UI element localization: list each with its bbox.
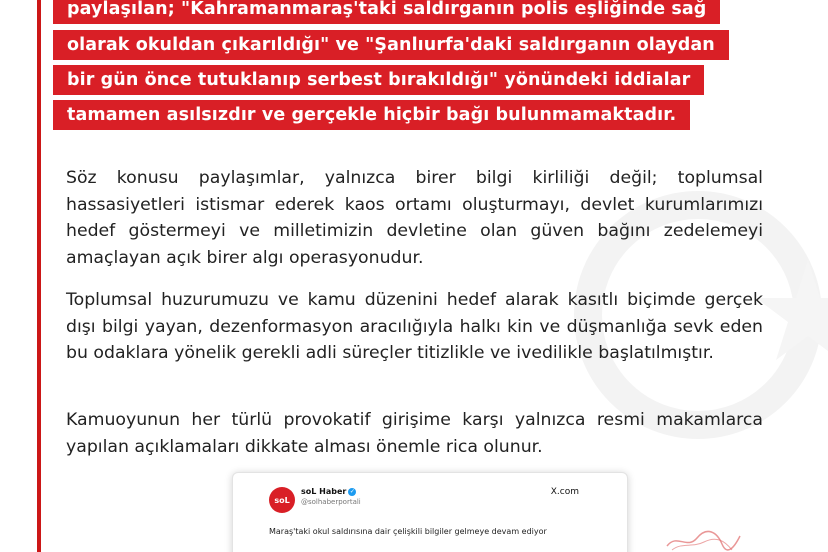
avatar: soL — [269, 487, 295, 513]
banner-line-2: olarak okuldan çıkarıldığı" ve "Şanlıurfa'daki saldırganın olaydan — [53, 30, 729, 60]
tweet-account-name — [301, 487, 356, 496]
banner-line-1: paylaşılan; "Kahramanmaraş'taki saldırganın polis eşliğinde sağ — [53, 0, 720, 24]
tweet-text: Maraş'taki okul saldırısına dair çelişkili bilgiler gelmeye devam ediyor — [269, 527, 547, 536]
x-logo-icon: X.com — [550, 487, 579, 497]
paragraph-legal-action: Toplumsal huzurumuzu ve kamu düzenini hedef alarak kasıtlı biçimde gerçek dışı bilgi yayan, dezenformasyon aracılığıyla halkı kin ve düşmanlığa sevk eden bu odaklara yönelik gerekli adli süreçler titizlikle ve ivedilikle başlatılmıştır. — [66, 290, 763, 363]
banner-line-3: bir gün önce tutuklanıp serbest bırakıldığı" yönündeki iddialar — [53, 65, 704, 95]
left-accent-rule — [37, 0, 41, 552]
signature-stamp-icon — [662, 528, 742, 552]
paragraph-disinformation: Söz konusu paylaşımlar, yalnızca birer bilgi kirliliği değil; toplumsal hassasiyetleri istismar ederek kaos ortamı oluşturmayı, devlet kurumlarımızı hedef göstermeyi ve milletimizin devletine olan güven bağını zedelemeyi amaçlayan açık birer algı operasyonudur. — [66, 168, 763, 268]
verified-badge-icon: ✓ — [349, 487, 355, 495]
paragraph-public-notice: Kamuoyunun her türlü provokatif girişime karşı yalnızca resmi makamlarca yapılan açıklamaları dikkate alması önemle rica olunur. — [66, 410, 763, 457]
tweet-account-name-text: soL Haber — [301, 487, 347, 496]
embedded-tweet-card — [232, 472, 628, 552]
banner-line-4: tamamen asılsızdır ve gerçekle hiçbir bağı bulunmamaktadır. — [53, 100, 690, 130]
tweet-handle: @solhaberportali — [301, 498, 361, 506]
